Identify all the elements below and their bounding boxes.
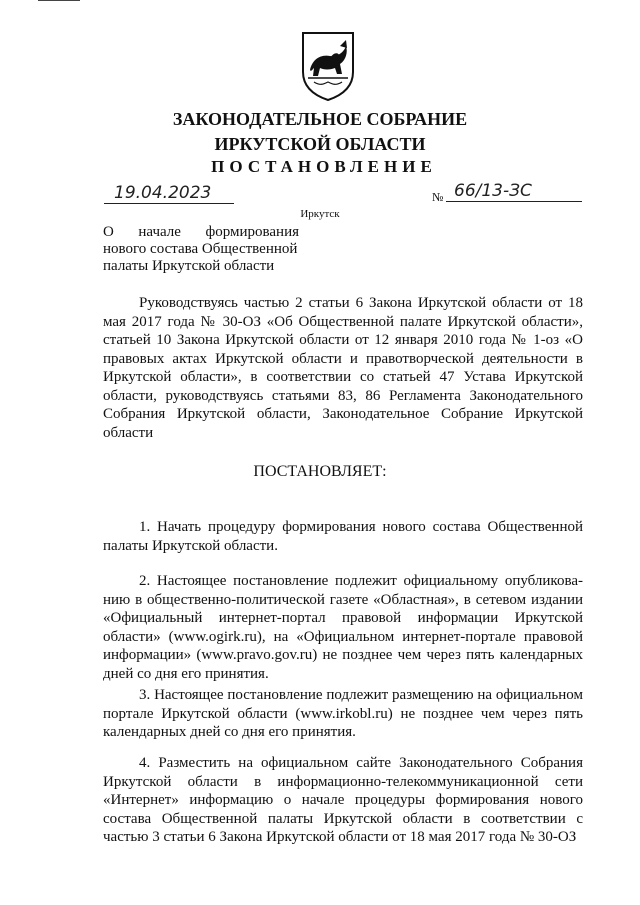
document-type: ПОСТАНОВЛЕНИЕ	[211, 157, 437, 176]
document-city: Иркутск	[300, 208, 340, 220]
document-subject	[103, 224, 299, 275]
subject-line-1: О начале формирования	[103, 224, 299, 240]
item-paragraph-2: 2. Настоящее постановление подлежит официальному опубликова-нию в общественно-политической газете «Областная», в сетевом издании «Официальный интернет-портал правовой информации Иркутской области» (www.ogirk.ru), на «Официальном интернет-портале правовой информации» (www.pravo.gov.ru) не позднее чем через пять календарных дней со дня его принятия.	[103, 573, 583, 682]
item-block-2	[103, 572, 583, 683]
document-date: 19.04.2023	[104, 183, 234, 204]
item-paragraph-3: 3. Настоящее постановление подлежит размещению на официальном портале Иркутской области (www.irkobl.ru) не позднее чем через пять календарных дней со дня его принятия.	[103, 687, 583, 740]
item-block-1	[103, 518, 583, 555]
header-line-2: ИРКУТСКОЙ ОБЛАСТИ	[214, 134, 426, 154]
document-number: 66/13-ЗС	[446, 181, 582, 202]
subject-line-2: нового состава Общественной	[103, 241, 298, 257]
irkutsk-coat-of-arms-icon	[300, 30, 356, 102]
item-block-3	[103, 686, 583, 742]
item-paragraph-1: 1. Начать процедуру формирования нового состава Общественной палаты Иркутской области.	[103, 519, 583, 554]
preamble-paragraph: Руководствуясь частью 2 статьи 6 Закона Иркутской области от 18 мая 2017 года № 30-ОЗ «Об Общественной палате Иркутской области», статьей 10 Закона Иркутской области от 12 января 2010 года № 1-оз «О правовых актах Иркутской области и правотворческой деятельности в Иркутской области», в соответствии со статьей 47 Устава Иркутской области, руководствуясь статьями 83, 86 Регламента Законодательного Собрания Иркутской области, Законодательное Собрание Иркутской области	[103, 295, 583, 441]
subject-line-3: палаты Иркутской области	[103, 258, 275, 274]
item-paragraph-4: 4. Разместить на официальном сайте Законодательного Собрания Иркутской области в информационно-телекоммуникационной сети «Интернет» информацию о начале процедуры формирования нового состава Общественной палаты Иркутской области в соответствии с частью 3 статьи 6 Закона Иркутской области от 18 мая 2017 года № 30-ОЗ	[103, 755, 583, 845]
resolves-heading: ПОСТАНОВЛЯЕТ:	[253, 463, 387, 480]
header-line-1: ЗАКОНОДАТЕЛЬНОЕ СОБРАНИЕ	[172, 109, 468, 129]
item-block-4	[103, 754, 583, 847]
top-rule	[38, 0, 80, 1]
number-label: №	[432, 190, 444, 204]
preamble-block	[103, 294, 583, 442]
